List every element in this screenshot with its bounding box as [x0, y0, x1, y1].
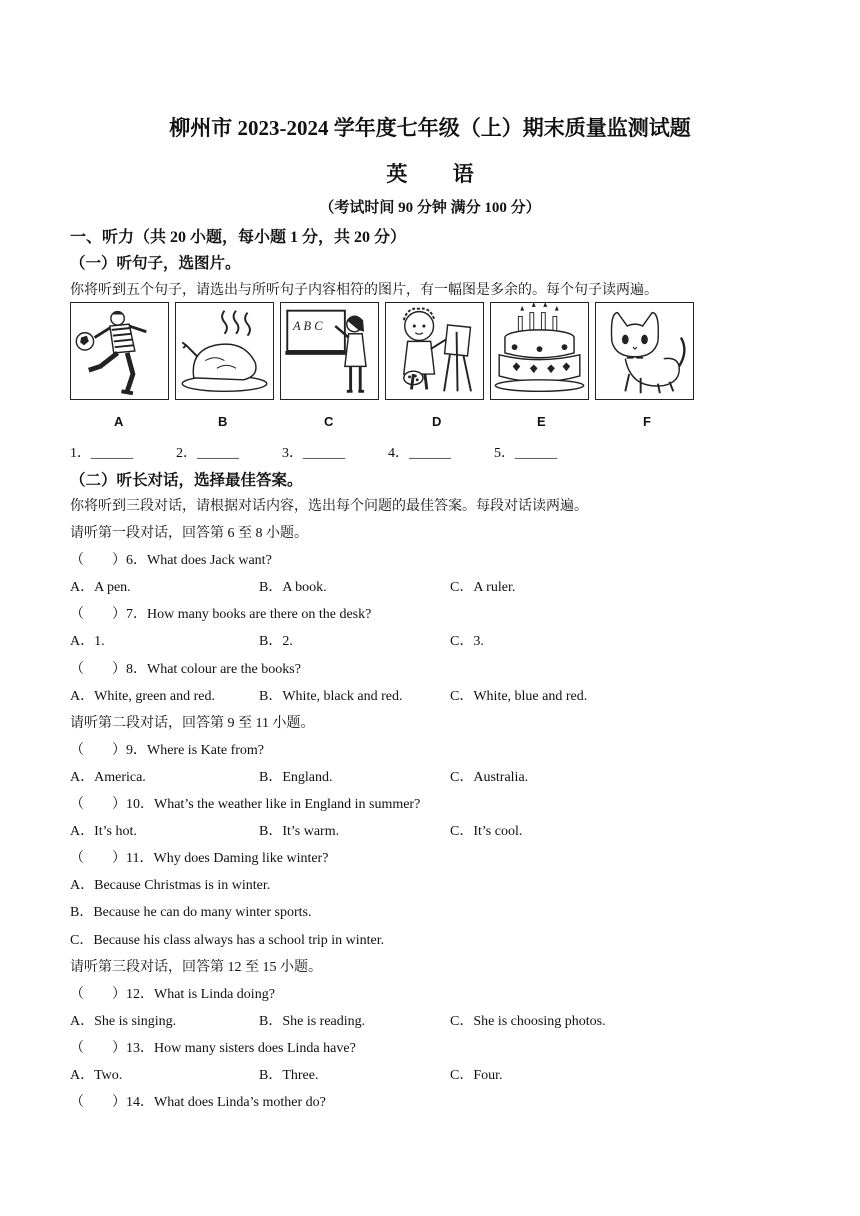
child-painting-icon [386, 303, 483, 399]
option-b: B．England. [259, 770, 333, 785]
picture-e [490, 302, 589, 400]
option-a: A．White, green and red. [70, 689, 215, 704]
question-line: （ ）9．Where is Kate from? [70, 743, 264, 758]
option-a: A．Two. [70, 1068, 123, 1083]
football-player-icon [71, 303, 168, 399]
question-line: （ ）6．What does Jack want? [70, 553, 272, 568]
picture-label-a: A [114, 414, 124, 429]
option-c: C．She is choosing photos. [450, 1014, 606, 1029]
option-c: C．A ruler. [450, 580, 516, 595]
dialogue-note: 请听第一段对话，回答第 6 至 8 小题。 [70, 526, 308, 541]
option-b: B．She is reading. [259, 1014, 366, 1029]
option-c: C．Four. [450, 1068, 503, 1083]
answer-blank[interactable]: 4．______ [388, 446, 451, 461]
part1-heading: 一、听力（共 20 小题，每小题 1 分，共 20 分） [70, 229, 407, 246]
section2-heading: （二）听长对话，选择最佳答案。 [70, 472, 303, 489]
cat-icon [596, 303, 693, 399]
page-title: 柳州市 2023-2024 学年度七年级（上）期末质量监测试题 [169, 116, 691, 140]
svg-text:A B C: A B C [293, 318, 323, 333]
question-line: （ ）14．What does Linda’s mother do? [70, 1095, 326, 1110]
option-c: C．3. [450, 634, 484, 649]
option-line: B．Because he can do many winter sports. [70, 905, 312, 920]
picture-f [595, 302, 694, 400]
picture-a [70, 302, 169, 400]
question-line: （ ）11．Why does Daming like winter? [70, 851, 329, 866]
section1-instruction: 你将听到五个句子，请选出与所听句子内容相符的图片，有一幅图是多余的。每个句子读两遍。 [70, 283, 658, 298]
option-c: C．White, blue and red. [450, 689, 588, 704]
picture-label-c: C [324, 414, 334, 429]
option-a: A．1. [70, 634, 105, 649]
picture-row [70, 302, 695, 432]
answer-blank[interactable]: 3．______ [282, 446, 345, 461]
section2-instruction: 你将听到三段对话，请根据对话内容，选出每个问题的最佳答案。每段对话读两遍。 [70, 499, 588, 514]
option-b: B．A book. [259, 580, 327, 595]
section1-heading: （一）听句子，选图片。 [70, 255, 241, 272]
option-line: A．Because Christmas is in winter. [70, 878, 271, 893]
picture-label-f: F [643, 414, 651, 429]
answer-blank[interactable]: 2．______ [176, 446, 239, 461]
option-b: B．It’s warm. [259, 824, 340, 839]
picture-c [280, 302, 379, 400]
question-line: （ ）13．How many sisters does Linda have? [70, 1041, 356, 1056]
birthday-cake-icon [491, 303, 588, 399]
option-c: C．It’s cool. [450, 824, 523, 839]
teacher-blackboard-icon [281, 303, 378, 399]
roast-chicken-icon [176, 303, 273, 399]
option-a: A．America. [70, 770, 146, 785]
option-line: C．Because his class always has a school trip in winter. [70, 933, 385, 948]
picture-label-e: E [537, 414, 546, 429]
answer-blank[interactable]: 5．______ [494, 446, 557, 461]
option-a: A．It’s hot. [70, 824, 137, 839]
option-a: A．A pen. [70, 580, 131, 595]
question-line: （ ）12．What is Linda doing? [70, 987, 275, 1002]
picture-b [175, 302, 274, 400]
option-b: B．Three. [259, 1068, 319, 1083]
question-line: （ ）8．What colour are the books? [70, 662, 301, 677]
option-a: A．She is singing. [70, 1014, 177, 1029]
picture-label-d: D [432, 414, 442, 429]
picture-d [385, 302, 484, 400]
exam-info: （考试时间 90 分钟 满分 100 分） [319, 200, 541, 216]
dialogue-note: 请听第三段对话，回答第 12 至 15 小题。 [70, 960, 322, 975]
picture-label-b: B [218, 414, 228, 429]
subject-title: 英 语 [386, 162, 494, 186]
option-c: C．Australia. [450, 770, 529, 785]
option-b: B．White, black and red. [259, 689, 403, 704]
option-b: B．2. [259, 634, 293, 649]
question-line: （ ）10．What’s the weather like in England in summer? [70, 797, 421, 812]
answer-blank[interactable]: 1．______ [70, 446, 133, 461]
question-line: （ ）7．How many books are there on the desk? [70, 607, 372, 622]
dialogue-note: 请听第二段对话，回答第 9 至 11 小题。 [70, 716, 315, 731]
